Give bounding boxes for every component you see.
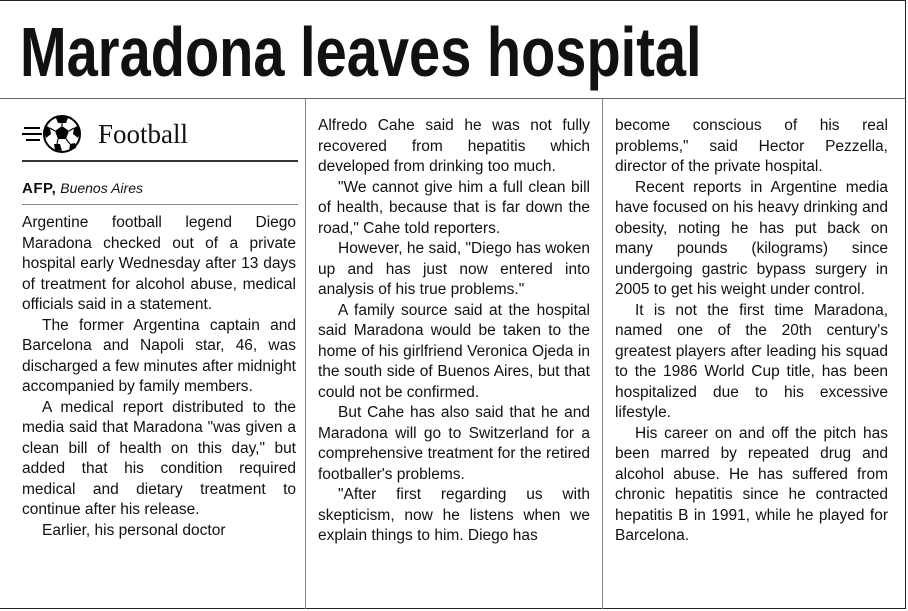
article-column-1 [22, 213, 296, 541]
paragraph: Recent reports in Argentine media have focused on his heavy drinking and obesity, noting he has put back on many pounds (kilograms) since undergoing gastric bypass surgery in 2005 to get his weight under control. [615, 178, 888, 298]
paragraph: A medical report distributed to the media said that Maradona "was given a clean bill of health on this day," but added that his condition required medical and dietary treatment to continue after his release. [22, 398, 296, 518]
article-column-3 [615, 116, 888, 547]
column-divider-1 [305, 99, 306, 609]
paragraph: Alfredo Cahe said he was not fully recovered from hepatitis which developed from drinking too much. [318, 117, 590, 175]
paragraph: A family source said at the hospital said Maradona would be taken to the home of his girlfriend Veronica Ojeda in the south side of Buenos Aires, but that could not be confirmed. [318, 301, 590, 401]
paragraph: His career on and off the pitch has been marred by repeated drug and alcohol abuse. He has suffered from chronic hepatitis since he contracted hepatitis B in 1991, while he played for Barcelona. [615, 424, 888, 544]
paragraph: The former Argentina captain and Barcelona and Napoli star, 46, was discharged a few minutes after midnight accompanied by family members. [22, 316, 296, 395]
soccer-ball-icon [22, 114, 104, 154]
headline-divider [0, 98, 906, 99]
paragraph: However, he said, "Diego has woken up and has just now entered into analysis of his true problems." [318, 240, 590, 298]
section-divider [22, 160, 298, 162]
dateline-place: Buenos Aires [60, 180, 143, 196]
section-label: Football [98, 119, 189, 149]
article-column-2 [318, 116, 590, 547]
paragraph: become conscious of his real problems," said Hector Pezzella, director of the private hospital. [615, 117, 888, 175]
dateline [22, 178, 143, 199]
dateline-agency: AFP, [22, 180, 57, 197]
paragraph: "After first regarding us with skepticism, now he listens when we explain things to him. Diego has [318, 486, 590, 544]
paragraph: Argentine football legend Diego Maradona checked out of a private hospital early Wednesday after 13 days of treatment for alcohol abuse, medical officials said in a statement. [22, 214, 296, 313]
headline: Maradona leaves hospital [20, 13, 702, 91]
column-divider-2 [602, 99, 603, 609]
section-header [22, 112, 302, 156]
dateline-divider [22, 204, 298, 205]
paragraph: It is not the first time Maradona, named one of the 20th century's greatest players after leading his squad to the 1986 World Cup title, has been hospitalized due to his excessive lifestyle. [615, 301, 888, 421]
paragraph: Earlier, his personal doctor [42, 521, 226, 539]
paragraph: "We cannot give him a full clean bill of health, because that is far down the road," Cahe told reporters. [318, 178, 590, 237]
paragraph: But Cahe has also said that he and Maradona will go to Switzerland for a comprehensive treatment for the retired footballer's problems. [318, 404, 590, 483]
